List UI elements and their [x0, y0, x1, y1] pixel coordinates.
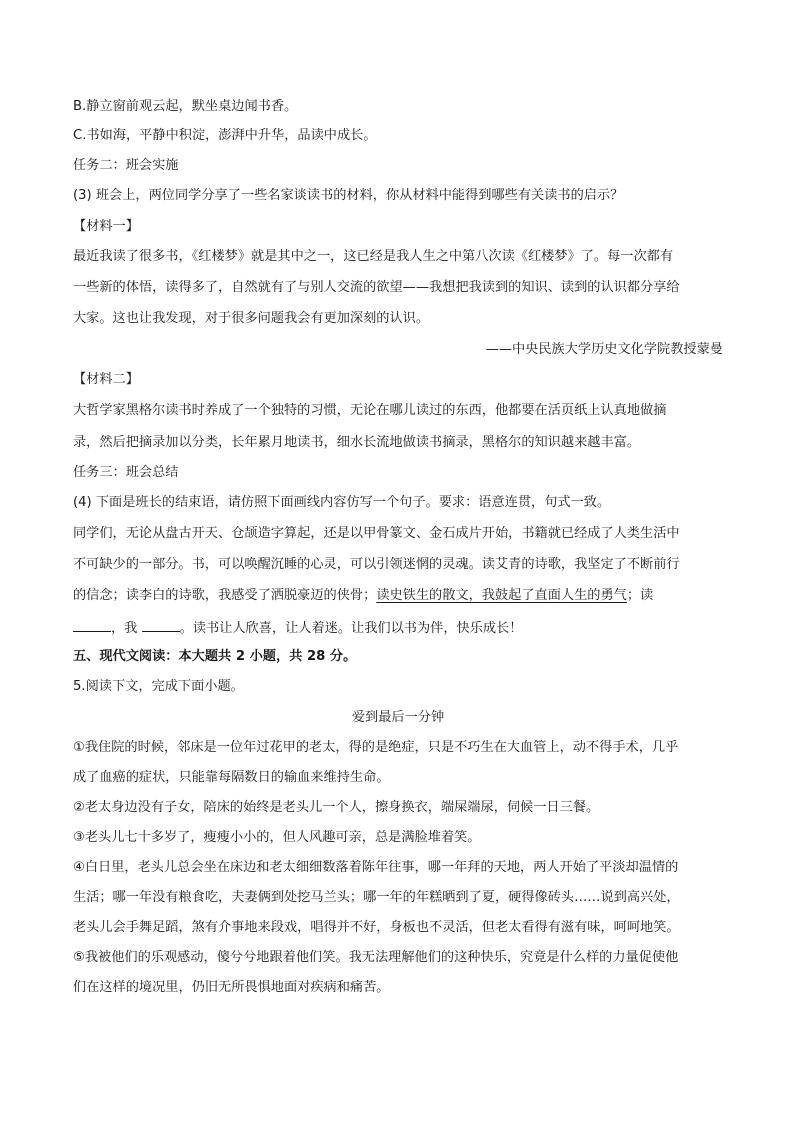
option-b: B.静立窗前观云起，默坐桌边闻书香。: [73, 99, 298, 114]
answer-blank[interactable]: [142, 618, 180, 632]
article-paragraph-line: 生活；哪一年没有粮食吃，夫妻俩到处挖马兰头；哪一年的年糕晒到了夏，硬得像砖头……说到高兴处，: [73, 890, 680, 905]
speech-segment: 的信念；读李白的诗歌，我感受了洒脱豪迈的侠骨；: [73, 588, 377, 603]
article-paragraph-line: ④白日里，老头儿总会坐在床边和老太细细数落着陈年往事，哪一年拜的天地，两人开始了平淡却温情的: [73, 860, 679, 875]
task-two-heading: 任务二：班会实施: [73, 158, 179, 173]
article-paragraph-line: ①我住院的时候，邻床是一位年过花甲的老太，得的是绝症，只是不巧生在大血管上，动不得手术，几乎: [73, 740, 679, 755]
speech-segment: ，我: [111, 621, 138, 636]
answer-blank[interactable]: [73, 618, 111, 632]
underlined-sentence: 读史铁生的散文，我鼓起了直面人生的勇气: [376, 588, 627, 603]
closing-speech-line: [73, 587, 653, 605]
article-title: 爱到最后一分钟: [351, 710, 445, 725]
article-paragraph-line: ③老头儿七十多岁了，瘦瘦小小的，但人风趣可亲，总是满脸堆着笑。: [73, 830, 481, 845]
material-one-line: 最近我读了很多书，《红楼梦》就是其中之一，这已经是我人生之中第八次读《红楼梦》了。每一次都有: [73, 249, 674, 264]
material-two-label: 【材料二】: [73, 372, 139, 387]
closing-speech-line: 不可缺少的一部分。书，可以唤醒沉睡的心灵，可以引领迷惘的灵魂。读艾青的诗歌，我坚定了不断前行: [73, 557, 680, 572]
material-two-line: 录，然后把摘录加以分类，长年累月地读书，细水长流地做读书摘录，黑格尔的知识越来越丰富。: [73, 435, 641, 450]
question-3: (3) 班会上，两位同学分享了一些名家谈读书的材料，你从材料中能得到哪些有关读书的启示？: [73, 188, 624, 203]
material-one-line: 一些新的体悟，读得多了，自然就有了与别人交流的欲望——我想把我读到的知识、读到的认识都分享给: [73, 280, 680, 295]
article-paragraph-line: 成了血癌的症状，只能靠每隔数日的输血来维持生命。: [73, 770, 390, 785]
article-paragraph-line: ⑤我被他们的乐观感动，傻兮兮地跟着他们笑。我无法理解他们的这种快乐，究竟是什么样的力量促使他: [73, 950, 679, 965]
section-five-heading: 五、现代文阅读：本大题共 2 小题，共 28 分。: [73, 649, 357, 664]
material-one-label: 【材料一】: [73, 219, 139, 234]
material-two-line: 大哲学家黑格尔读书时养成了一个独特的习惯，无论在哪儿读过的东西，他都要在活页纸上认真地做摘: [73, 403, 667, 418]
speech-segment: ；读: [626, 588, 654, 603]
speech-segment: 。读书让人欣喜，让人着迷。让我们以书为伴，快乐成长！: [179, 621, 523, 636]
article-paragraph-line: ②老太身边没有子女，陪床的始终是老头儿一个人，擦身换衣，端屎端尿，伺候一日三餐。: [73, 800, 600, 815]
material-one-attribution: ——中央民族大学历史文化学院教授蒙曼: [485, 342, 723, 357]
closing-speech-line: 同学们，无论从盘古开天、仓颉造字算起，还是以甲骨篆文、金石成片开始，书籍就已经成了人类生活中: [73, 526, 680, 541]
material-one-line: 大家。这也让我发现，对于很多问题我会有更加深刻的认识。: [73, 311, 430, 326]
closing-speech-line: [73, 618, 522, 638]
task-three-heading: 任务三：班会总结: [73, 465, 179, 480]
article-paragraph-line: 老头儿会手舞足蹈，煞有介事地来段戏，唱得并不好，身板也不灵活，但老太看得有滋有味，呵呵地笑。: [73, 920, 680, 935]
question-4: (4) 下面是班长的结束语，请仿照下面画线内容仿写一个句子。要求：语意连贯，句式一致。: [73, 495, 611, 510]
article-paragraph-line: 们在这样的境况里，仍旧无所畏惧地面对疾病和痛苦。: [73, 980, 390, 995]
option-c: C.书如海，平静中积淀，澎湃中升华，品读中成长。: [73, 128, 377, 143]
question-5: 5.阅读下文，完成下面小题。: [73, 679, 244, 694]
